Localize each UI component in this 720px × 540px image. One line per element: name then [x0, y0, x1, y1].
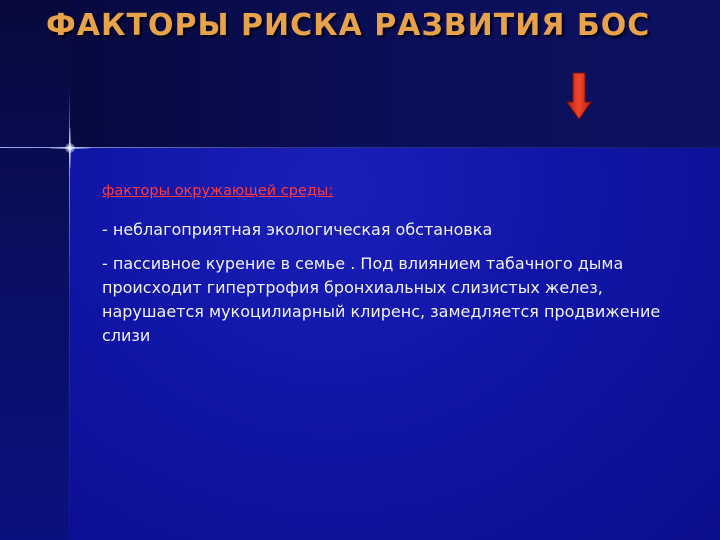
- down-arrow-icon: [566, 72, 592, 120]
- list-item: - пассивное курение в семье . Под влиянием табачного дыма происходит гипертрофия бронхиальных слизистых желез, нарушается мукоцилиарный клиренс, замедляется продвижение слизи: [102, 254, 661, 345]
- left-band-background: [0, 0, 70, 540]
- list-item: - неблагоприятная экологическая обстановка: [102, 220, 493, 239]
- slide-title: ФАКТОРЫ РИСКА РАЗВИТИЯ БОС: [46, 8, 651, 43]
- sparkle-icon: [50, 128, 90, 168]
- section-subheading: факторы окружающей среды:: [102, 183, 334, 199]
- slide-content: [102, 180, 702, 358]
- horizontal-divider: [0, 147, 720, 148]
